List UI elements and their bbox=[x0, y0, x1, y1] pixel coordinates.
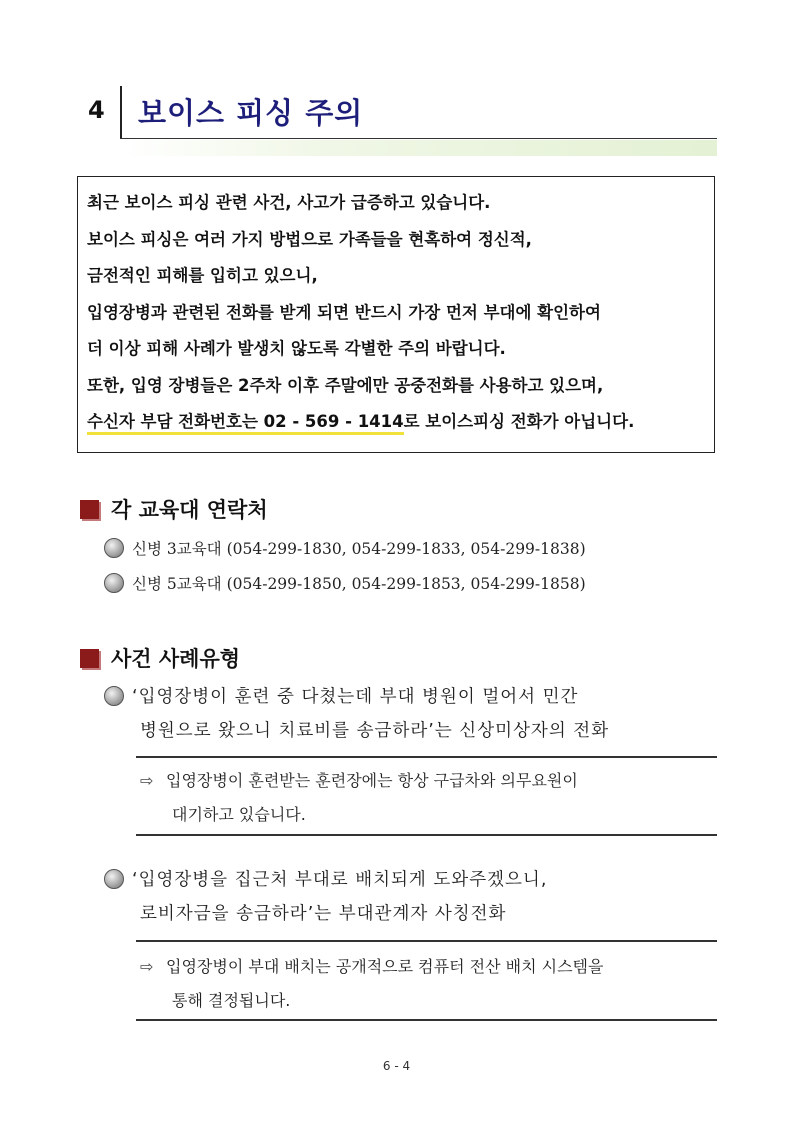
notice-line-phone bbox=[87, 404, 714, 441]
case-line: 로비자금을 송금하라’는 부대관계자 사칭전화 bbox=[140, 904, 507, 924]
circle-bullet-icon bbox=[104, 686, 124, 706]
answer-divider bbox=[136, 834, 717, 836]
answer-divider bbox=[136, 1019, 717, 1021]
notice-line: 금전적인 피해를 입히고 있으니, bbox=[87, 266, 318, 285]
case-line: ‘입영장병이 훈련 중 다쳤는데 부대 병원이 멀어서 민간 bbox=[132, 687, 579, 707]
answer-line: 통해 결정됩니다. bbox=[172, 991, 291, 1010]
page-number: 6 - 4 bbox=[382, 1059, 411, 1073]
phone-highlight: 수신자 부담 전화번호는 02 - 569 - 1414 bbox=[87, 412, 404, 435]
square-icon bbox=[80, 500, 99, 519]
contacts-title-text: 각 교육대 연락처 bbox=[111, 498, 268, 522]
notice-line: 입영장병과 관련된 전화를 받게 되면 반드시 가장 먼저 부대에 확인하여 bbox=[87, 302, 601, 322]
circle-bullet-icon bbox=[104, 538, 124, 558]
answer-divider bbox=[136, 940, 717, 942]
section-number: 4 bbox=[88, 96, 105, 124]
circle-bullet-icon bbox=[104, 573, 124, 593]
case-item bbox=[104, 863, 547, 931]
notice-line: 더 이상 피해 사례가 발생치 않도록 각별한 주의 바랍니다. bbox=[87, 339, 506, 358]
page-title: 보이스 피싱 주의 bbox=[138, 96, 364, 130]
case-item bbox=[104, 680, 609, 748]
notice-line: 최근 보이스 피싱 관련 사건, 사고가 급증하고 있습니다. bbox=[87, 193, 491, 212]
cases-title-text: 사건 사례유형 bbox=[111, 647, 241, 671]
case-answer bbox=[140, 764, 578, 832]
case-answer bbox=[140, 950, 603, 1018]
answer-divider bbox=[136, 756, 717, 758]
cases-section-title bbox=[80, 643, 240, 673]
case-line: 병원으로 왔으니 치료비를 송금하라’는 신상미상자의 전화 bbox=[140, 721, 610, 741]
header-band bbox=[122, 140, 717, 156]
notice-box bbox=[77, 176, 715, 453]
answer-line: 대기하고 있습니다. bbox=[172, 805, 306, 824]
contact-item bbox=[104, 572, 586, 594]
contact-text: 신병 5교육대 (054-299-1850, 054-299-1853, 054-299-1858) bbox=[132, 575, 586, 593]
notice-line: 또한, 입영 장병들은 2주차 이후 주말에만 공중전화를 사용하고 있으며, bbox=[87, 375, 604, 395]
header-divider-vertical bbox=[120, 86, 122, 138]
answer-line: 입영장병이 훈련받는 훈련장에는 항상 구급차와 의무요원이 bbox=[166, 771, 578, 790]
right-arrow-icon: ⇨ bbox=[140, 957, 154, 976]
square-icon bbox=[80, 649, 99, 668]
contact-item bbox=[104, 537, 586, 559]
contacts-section-title bbox=[80, 494, 268, 524]
notice-line-rest: 로 보이스피싱 전화가 아닙니다. bbox=[403, 412, 635, 431]
circle-bullet-icon bbox=[104, 869, 124, 889]
header-divider-horizontal bbox=[120, 138, 717, 139]
contact-text: 신병 3교육대 (054-299-1830, 054-299-1833, 054-299-1838) bbox=[132, 540, 586, 558]
case-line: ‘입영장병을 집근처 부대로 배치되게 도와주겠으니, bbox=[132, 870, 548, 890]
answer-line: 입영장병이 부대 배치는 공개적으로 컴퓨터 전산 배치 시스템을 bbox=[166, 957, 604, 976]
right-arrow-icon: ⇨ bbox=[140, 771, 154, 790]
notice-line: 보이스 피싱은 여러 가지 방법으로 가족들을 현혹하여 정신적, bbox=[87, 229, 532, 249]
